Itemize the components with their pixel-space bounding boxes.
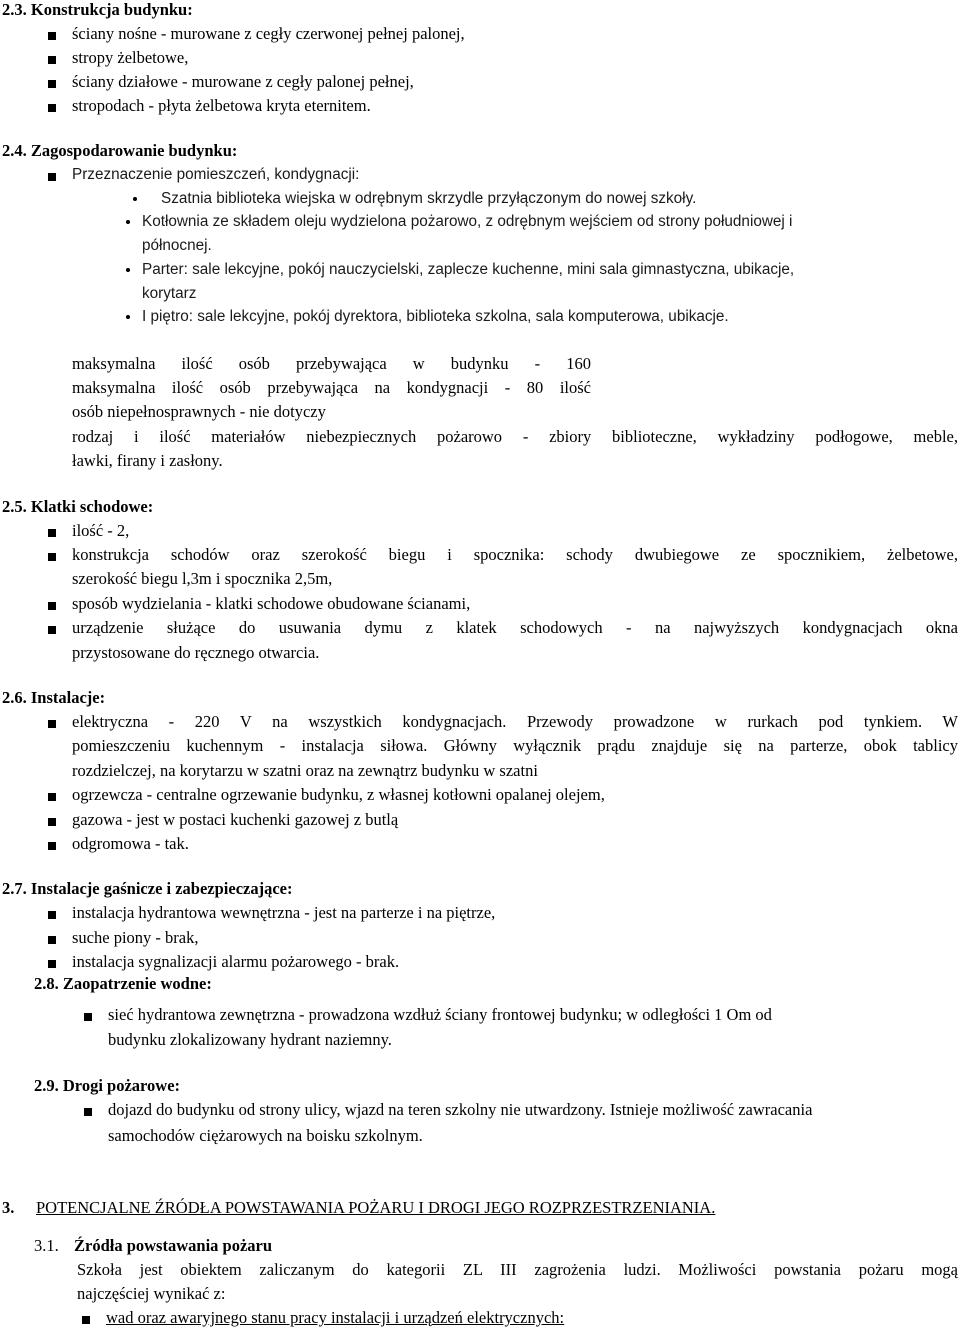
section-2-5-heading: 2.5. Klatki schodowe: [2,497,154,516]
list-item: konstrukcja schodów oraz szerokość biegu i spocznika: schody dwubiegowe ze spocznikiem, żelbetowe, [72,545,958,564]
list-item-continuation: przystosowane do ręcznego otwarcia. [72,643,320,662]
list-item-continuation: pomieszczeniu kuchennym - instalacja siłowa. Główny wyłącznik prądu znajduje się na parterze, obok tablicy [72,736,958,755]
list-item: sieć hydrantowa zewnętrzna - prowadzona wzdłuż ściany frontowej budynku; w odległości 1 Om od [108,1005,772,1024]
list-item-continuation: rozdzielczej, na korytarzu w szatni oraz na zewnątrz budynku w szatni [72,761,538,780]
list-item-continuation: północnej. [142,237,212,254]
list-item: ściany działowe - murowane z cegły palonej pełnej, [72,72,414,91]
square-bullet-icon [48,960,56,968]
list-item: elektryczna - 220 V na wszystkich kondygnacjach. Przewody prowadzone w rurkach pod tynkiem. W [72,712,958,731]
square-bullet-icon [48,626,56,634]
section-2-3-heading: 2.3. Konstrukcja budynku: [2,0,193,19]
list-item: dojazd do budynku od strony ulicy, wjazd na teren szkolny nie utwardzony. Istnieje możliwość zawracania [108,1100,813,1119]
section-3-1-title: Źródła powstawania pożaru [74,1236,273,1255]
section-2-6-heading: 2.6. Instalacje: [2,688,106,707]
list-item: I piętro: sale lekcyjne, pokój dyrektora, biblioteka szkolna, sala komputerowa, ubikacje. [142,308,729,325]
square-bullet-icon [48,553,56,561]
section-2-7-heading: 2.7. Instalacje gaśnicze i zabezpieczające: [2,879,293,898]
square-bullet-icon [48,529,56,537]
list-item: ściany nośne - murowane z cegły czerwonej pełnej palonej, [72,24,465,43]
section-2-9-heading: 2.9. Drogi pożarowe: [34,1076,181,1095]
list-item: odgromowa - tak. [72,834,189,853]
list-item: Szatnia biblioteka wiejska w odrębnym skrzydle przyłączonym do nowej szkoły. [161,190,697,207]
note-line: maksymalna ilość osób przebywająca w budynku - 160 [72,354,591,373]
square-bullet-icon [48,936,56,944]
section-2-8-heading: 2.8. Zaopatrzenie wodne: [34,974,212,993]
bullet-dot-icon [133,197,137,201]
square-bullet-icon [48,602,56,610]
square-bullet-icon [48,32,56,40]
square-bullet-icon [48,842,56,850]
square-bullet-icon [84,1108,92,1116]
note-line: rodzaj i ilość materiałów niebezpiecznych pożarowo - zbiory biblioteczne, wykładziny podłogowe, meble, [72,427,958,446]
section-3-1-number: 3.1. [34,1236,59,1255]
section-3-number: 3. [2,1198,15,1217]
section-3-title: POTENCJALNE ŹRÓDŁA POWSTAWANIA POŻARU I DROGI JEGO ROZPRZESTRZENIANIA. [36,1198,716,1217]
square-bullet-icon [48,793,56,801]
subheading: Przeznaczenie pomieszczeń, kondygnacji: [72,166,360,183]
list-item: stropodach - płyta żelbetowa kryta eternitem. [72,96,371,115]
list-item: instalacja sygnalizacji alarmu pożarowego - brak. [72,952,400,971]
list-item: gazowa - jest w postaci kuchenki gazowej z butlą [72,810,399,829]
square-bullet-icon [48,56,56,64]
bullet-dot-icon [126,315,130,319]
bullet-dot-icon [126,220,130,224]
paragraph-line: najczęściej wynikać z: [77,1284,226,1303]
square-bullet-icon [48,818,56,826]
note-line: ławki, firany i zasłony. [72,451,223,470]
bullet-dot-icon [126,268,130,272]
square-bullet-icon [48,911,56,919]
list-item-continuation: budynku zlokalizowany hydrant naziemny. [108,1030,392,1049]
list-item: Kotłownia ze składem oleju wydzielona pożarowo, z odrębnym wejściem od strony południowej i [142,213,793,230]
list-item: sposób wydzielania - klatki schodowe obudowane ścianami, [72,594,471,613]
square-bullet-icon [48,720,56,728]
list-item: urządzenie służące do usuwania dymu z klatek schodowych - na najwyższych kondygnacjach okna [72,618,958,637]
note-line: osób niepełnosprawnych - nie dotyczy [72,402,326,421]
square-bullet-icon [82,1316,90,1324]
list-item: stropy żelbetowe, [72,48,189,67]
section-2-4-heading: 2.4. Zagospodarowanie budynku: [2,141,238,160]
square-bullet-icon [48,104,56,112]
paragraph-line: Szkoła jest obiektem zaliczanym do kategorii ZL III zagrożenia ludzi. Możliwości powstania pożaru mogą [77,1260,958,1279]
square-bullet-icon [48,173,56,181]
list-item-continuation: szerokość biegu l,3m i spocznika 2,5m, [72,569,333,588]
square-bullet-icon [48,80,56,88]
list-item-continuation: korytarz [142,285,197,302]
list-item-continuation: samochodów ciężarowych na boisku szkolnym. [108,1126,423,1145]
list-item: suche piony - brak, [72,928,199,947]
note-line: maksymalna ilość osób przebywająca na kondygnacji - 80 ilość [72,378,591,397]
list-item: instalacja hydrantowa wewnętrzna - jest na parterze i na piętrze, [72,903,496,922]
list-item: ogrzewcza - centralne ogrzewanie budynku, z własnej kotłowni opalanej olejem, [72,785,605,804]
square-bullet-icon [84,1013,92,1021]
list-item: ilość - 2, [72,521,130,540]
list-item: wad oraz awaryjnego stanu pracy instalacji i urządzeń elektrycznych: [106,1308,565,1327]
list-item: Parter: sale lekcyjne, pokój nauczycielski, zaplecze kuchenne, mini sala gimnastyczna, ubikacje, [142,261,795,278]
